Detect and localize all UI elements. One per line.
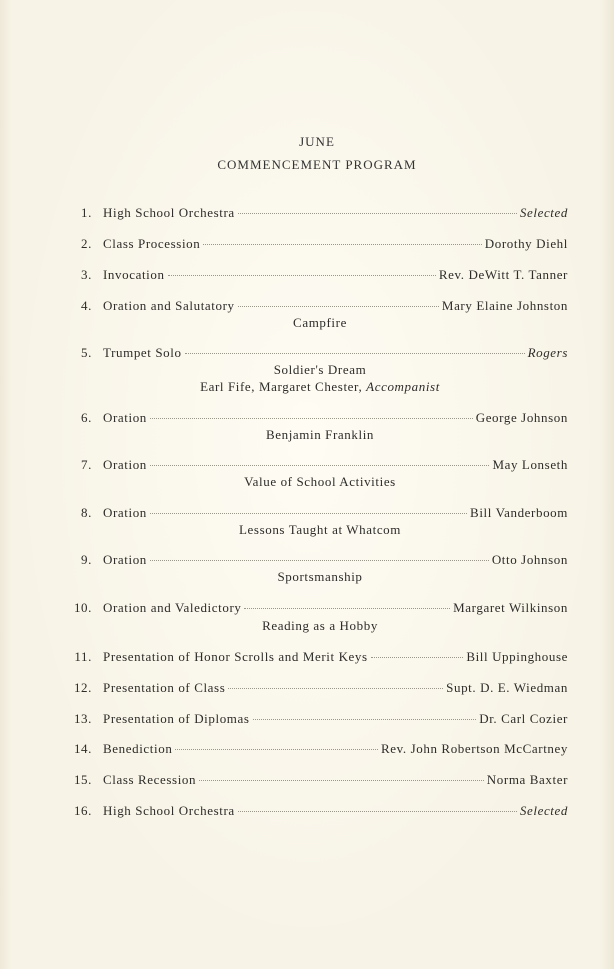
item-performer: Supt. D. E. Wiedman	[446, 680, 568, 695]
item-performer: George Johnson	[475, 410, 568, 425]
item-performer: Bill Vanderboom	[470, 505, 568, 520]
dot-leader	[238, 306, 439, 307]
item-number: 14.	[73, 741, 92, 756]
item-performer-line	[72, 379, 568, 395]
dot-leader	[150, 465, 490, 466]
item-title: Oration	[103, 410, 147, 425]
performer-names: Earl Fife, Margaret Chester,	[200, 379, 363, 394]
program-item-9	[72, 552, 568, 570]
item-performer: Mary Elaine Johnston	[441, 298, 568, 313]
item-performer: Bill Uppinghouse	[466, 649, 568, 664]
dot-leader	[150, 418, 473, 419]
program-item-1	[72, 205, 568, 223]
item-title: High School Orchestra	[103, 205, 235, 220]
dot-leader	[228, 688, 443, 689]
item-number: 16.	[73, 803, 92, 818]
dot-leader	[150, 560, 489, 561]
item-title: Benediction	[103, 741, 173, 756]
dot-leader	[371, 657, 464, 658]
item-title: Class Procession	[103, 236, 201, 251]
dot-leader	[168, 275, 436, 276]
item-number: 5.	[81, 345, 92, 360]
item-subtitle: Value of School Activities	[244, 474, 396, 489]
dot-leader	[253, 719, 477, 720]
item-subtitle: Sportsmanship	[277, 569, 363, 584]
dot-leader	[244, 608, 450, 609]
program-item-11	[72, 649, 568, 667]
dot-leader	[238, 811, 517, 812]
program-item-7	[72, 457, 568, 475]
program-item-14	[72, 741, 568, 759]
item-performer: Dorothy Diehl	[484, 236, 568, 251]
dot-leader	[175, 749, 378, 750]
dot-leader	[199, 780, 484, 781]
program-item-15	[72, 772, 568, 790]
dot-leader	[150, 513, 467, 514]
item-title: Oration	[103, 457, 147, 472]
item-subtitle: Lessons Taught at Whatcom	[239, 522, 401, 537]
dot-leader	[185, 353, 525, 354]
program-item-3	[72, 267, 568, 285]
item-title: Oration and Salutatory	[103, 298, 235, 313]
page-title: COMMENCEMENT PROGRAM	[217, 157, 417, 172]
item-title: Oration	[103, 552, 147, 567]
dot-leader	[203, 244, 481, 245]
performer-role: Accompanist	[366, 379, 440, 394]
item-performer: Norma Baxter	[486, 772, 568, 787]
item-title: Oration	[103, 505, 147, 520]
item-title: Invocation	[103, 267, 165, 282]
item-number: 12.	[73, 680, 92, 695]
program-item-10	[72, 600, 568, 618]
dot-leader	[238, 213, 517, 214]
item-title: Presentation of Honor Scrolls and Merit Keys	[103, 649, 368, 664]
item-number: 15.	[73, 772, 92, 787]
item-performer: Rev. John Robertson McCartney	[381, 741, 568, 756]
program-item-16	[72, 803, 568, 821]
item-number: 2.	[81, 236, 92, 251]
item-number: 4.	[81, 298, 92, 313]
item-number: 3.	[81, 267, 92, 282]
item-performer: Rogers	[527, 345, 568, 360]
item-performer: Margaret Wilkinson	[453, 600, 568, 615]
item-number: 13.	[73, 711, 92, 726]
program-item-4	[72, 298, 568, 316]
item-number: 8.	[81, 505, 92, 520]
item-subtitle: Campfire	[293, 315, 347, 330]
program-item-5	[72, 345, 568, 363]
item-title: Oration and Valedictory	[103, 600, 242, 615]
item-performer: Otto Johnson	[491, 552, 568, 567]
item-performer: Dr. Carl Cozier	[479, 711, 568, 726]
program-item-8	[72, 505, 568, 523]
item-performer: May Lonseth	[492, 457, 568, 472]
item-subtitle: Benjamin Franklin	[265, 427, 375, 442]
item-title: Class Recession	[103, 772, 197, 787]
item-performer: Selected	[519, 205, 568, 220]
program-item-6	[72, 410, 568, 428]
item-number: 6.	[81, 410, 92, 425]
item-number: 11.	[74, 649, 92, 664]
program-item-2	[72, 236, 568, 254]
item-title: Presentation of Diplomas	[103, 711, 250, 726]
item-performer: Rev. DeWitt T. Tanner	[438, 267, 568, 282]
heading-month: JUNE	[299, 134, 335, 149]
item-title: High School Orchestra	[103, 803, 235, 818]
item-performer: Selected	[519, 803, 568, 818]
item-subtitle: Soldier's Dream	[273, 362, 367, 377]
item-title: Trumpet Solo	[103, 345, 182, 360]
item-title: Presentation of Class	[103, 680, 226, 695]
item-number: 9.	[81, 552, 92, 567]
program-item-13	[72, 711, 568, 729]
item-number: 1.	[81, 205, 92, 220]
item-subtitle: Reading as a Hobby	[262, 618, 378, 633]
item-number: 10.	[73, 600, 92, 615]
program-item-12	[72, 680, 568, 698]
item-number: 7.	[81, 457, 92, 472]
